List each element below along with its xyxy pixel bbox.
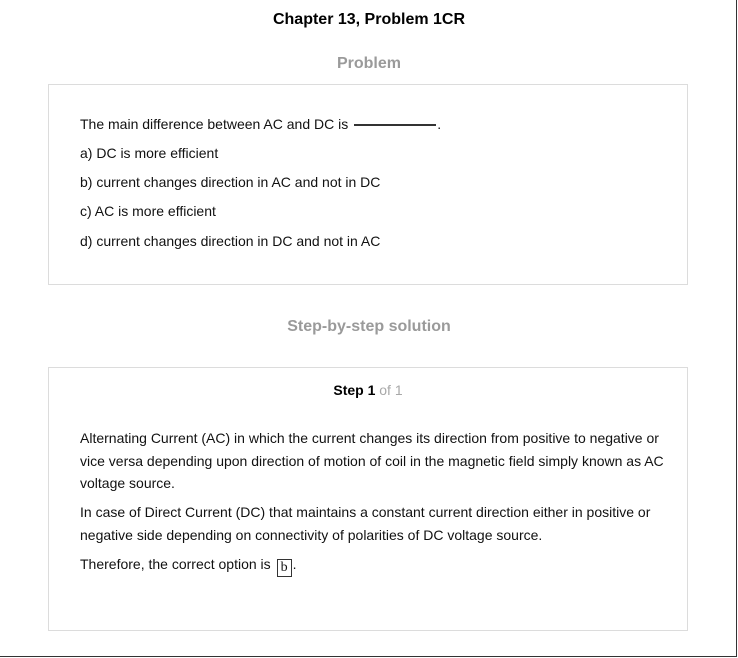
- solution-heading: Step-by-step solution: [287, 318, 451, 335]
- problem-panel: [48, 84, 688, 285]
- question-text: The main difference between AC and DC is: [80, 116, 349, 132]
- option-b: b) current changes direction in AC and not in DC: [80, 174, 381, 190]
- problem-heading: Problem: [336, 55, 401, 72]
- option-d: d) current changes direction in DC and not in AC: [80, 233, 381, 249]
- conclusion-end: .: [292, 556, 297, 572]
- answer-blank: [354, 123, 436, 126]
- question-end: .: [437, 116, 442, 132]
- solution-paragraph-2: In case of Direct Current (DC) that maintains a constant current direction either in positive or negative side depending on connectivity of polarities of DC voltage source.: [80, 504, 651, 543]
- solution-panel: [48, 367, 688, 631]
- option-c: c) AC is more efficient: [80, 203, 216, 219]
- answer-box: b: [277, 559, 292, 577]
- question-line: [80, 116, 441, 132]
- page-title: Chapter 13, Problem 1CR: [272, 11, 466, 28]
- solution-paragraph-1: Alternating Current (AC) in which the current changes its direction from positive to negative or vice versa depending upon direction of motion of coil in the magnetic field simply known as AC voltage source.: [80, 430, 664, 491]
- conclusion-text: Therefore, the correct option is: [80, 556, 271, 572]
- step-indicator: [49, 382, 687, 398]
- step-count: of 1: [379, 382, 403, 398]
- step-label: Step 1: [333, 382, 376, 398]
- solution-conclusion: [80, 553, 665, 577]
- option-a: a) DC is more efficient: [80, 145, 219, 161]
